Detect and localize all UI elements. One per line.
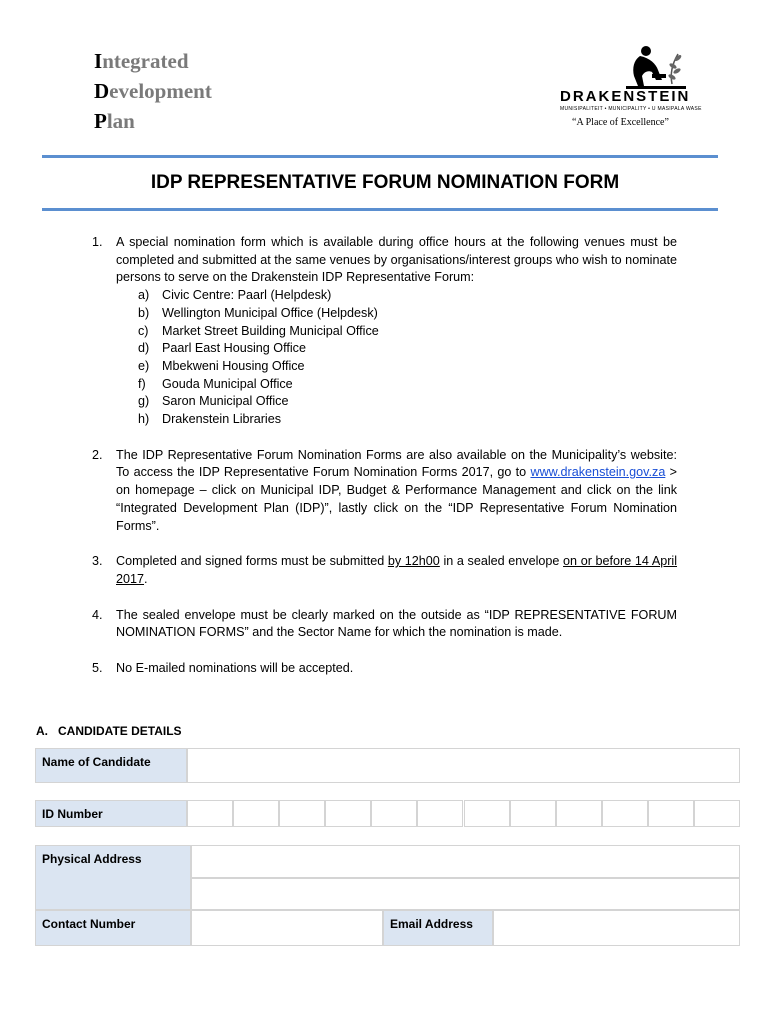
id-digit-box[interactable] <box>556 800 602 827</box>
tagline: “A Place of Excellence” <box>572 117 669 128</box>
venue-item: b) Wellington Municipal Office (Helpdesk) <box>138 305 378 320</box>
idp-line-2: Development <box>94 79 212 103</box>
instruction-text: No E-mailed nominations will be accepted. <box>116 661 354 676</box>
instruction-item: 3. Completed and signed forms must be submitted by 12h00 in a sealed envelope on or before 14 April 2017. <box>92 554 678 586</box>
venue-item: c) Market Street Building Municipal Office <box>138 323 379 338</box>
venue-item: h) Drakenstein Libraries <box>138 412 281 427</box>
logo-subtitle: MUNISIPALITEIT • MUNICIPALITY • U MASIPALA WASE <box>560 106 702 112</box>
bottom-rule <box>42 208 718 211</box>
email-address-field[interactable] <box>493 910 740 946</box>
id-digit-box[interactable] <box>279 800 325 827</box>
id-digit-box[interactable] <box>417 800 463 827</box>
id-digit-box[interactable] <box>694 800 740 827</box>
id-digit-box[interactable] <box>602 800 648 827</box>
id-label: ID Number <box>35 800 187 827</box>
top-rule <box>42 155 718 158</box>
item-number: 1. <box>92 235 103 249</box>
idp-title <box>94 46 212 136</box>
address-line-1-field[interactable] <box>191 845 740 878</box>
deadline-date: on or before 14 April 2017 <box>116 554 678 586</box>
candidate-name-field[interactable] <box>187 748 740 783</box>
id-digit-box[interactable] <box>325 800 371 827</box>
deadline-time: by 12h00 <box>387 554 440 569</box>
address-label: Physical Address <box>35 845 191 910</box>
id-digit-box[interactable] <box>510 800 556 827</box>
address-line-2-field[interactable] <box>191 878 740 910</box>
id-digit-box[interactable] <box>187 800 233 827</box>
logo-name: DRAKENSTEIN <box>560 88 691 105</box>
id-digit-box[interactable] <box>464 800 510 827</box>
id-digit-box[interactable] <box>371 800 417 827</box>
section-heading: A. CANDIDATE DETAILS <box>36 724 182 738</box>
venue-item: f) Gouda Municipal Office <box>138 376 293 391</box>
form-title: IDP REPRESENTATIVE FORUM NOMINATION FORM <box>150 172 620 193</box>
venue-list <box>116 287 677 429</box>
instruction-text: The IDP Representative Forum Nomination Forms are also available on the Municipality’s website: To access the IDP Representative Forum Nomination Forms 2017, go to <box>116 447 677 480</box>
venue-item: d) Paarl East Housing Office <box>138 341 306 356</box>
item-number: 4. <box>92 607 103 622</box>
venue-item: e) Mbekweni Housing Office <box>138 358 305 373</box>
instructions-list <box>92 234 677 696</box>
id-digit-box[interactable] <box>648 800 694 827</box>
contact-number-field[interactable] <box>191 910 383 946</box>
email-label: Email Address <box>383 910 493 946</box>
instruction-item <box>92 234 677 429</box>
planting-figure-icon <box>626 44 686 90</box>
item-number: 2. <box>92 447 103 462</box>
instruction-item <box>92 660 677 678</box>
instruction-text: The sealed envelope must be clearly marked on the outside as “IDP REPRESENTATIVE FORUM NOMINATION FORMS” and the Sector Name for which the nomination is made. <box>116 607 677 640</box>
instruction-item <box>92 607 677 642</box>
idp-line-1: Integrated <box>94 49 189 73</box>
contact-label: Contact Number <box>35 910 191 946</box>
item-number: 5. <box>92 661 103 676</box>
idp-line-3: Plan <box>94 109 135 133</box>
instruction-item: 2. The IDP Representative Forum Nomination Forms are also available on the Municipality’s website: To access the IDP Representative Forum Nomination Forms 2017, go to www.drakenstein.gov.za > on homepage – click on Municipal IDP, Budget & Performance Management and click on the link “Integrated Development Plan (IDP)”, lastly click on the “IDP Representative Forum Nomination Forms”. <box>92 447 677 533</box>
instruction-text: A special nomination form which is available during office hours at the following venues must be completed and submitted at the same venues by organisations/interest groups who wish to nominate persons to serve on the Drakenstein IDP Representative Forum: <box>116 235 677 285</box>
website-link[interactable]: www.drakenstein.gov.za <box>530 465 666 480</box>
name-label: Name of Candidate <box>35 748 187 783</box>
id-digit-box[interactable] <box>233 800 279 827</box>
venue-item: g) Saron Municipal Office <box>138 394 289 409</box>
venue-item: a) Civic Centre: Paarl (Helpdesk) <box>138 288 332 303</box>
item-number: 3. <box>92 554 103 569</box>
